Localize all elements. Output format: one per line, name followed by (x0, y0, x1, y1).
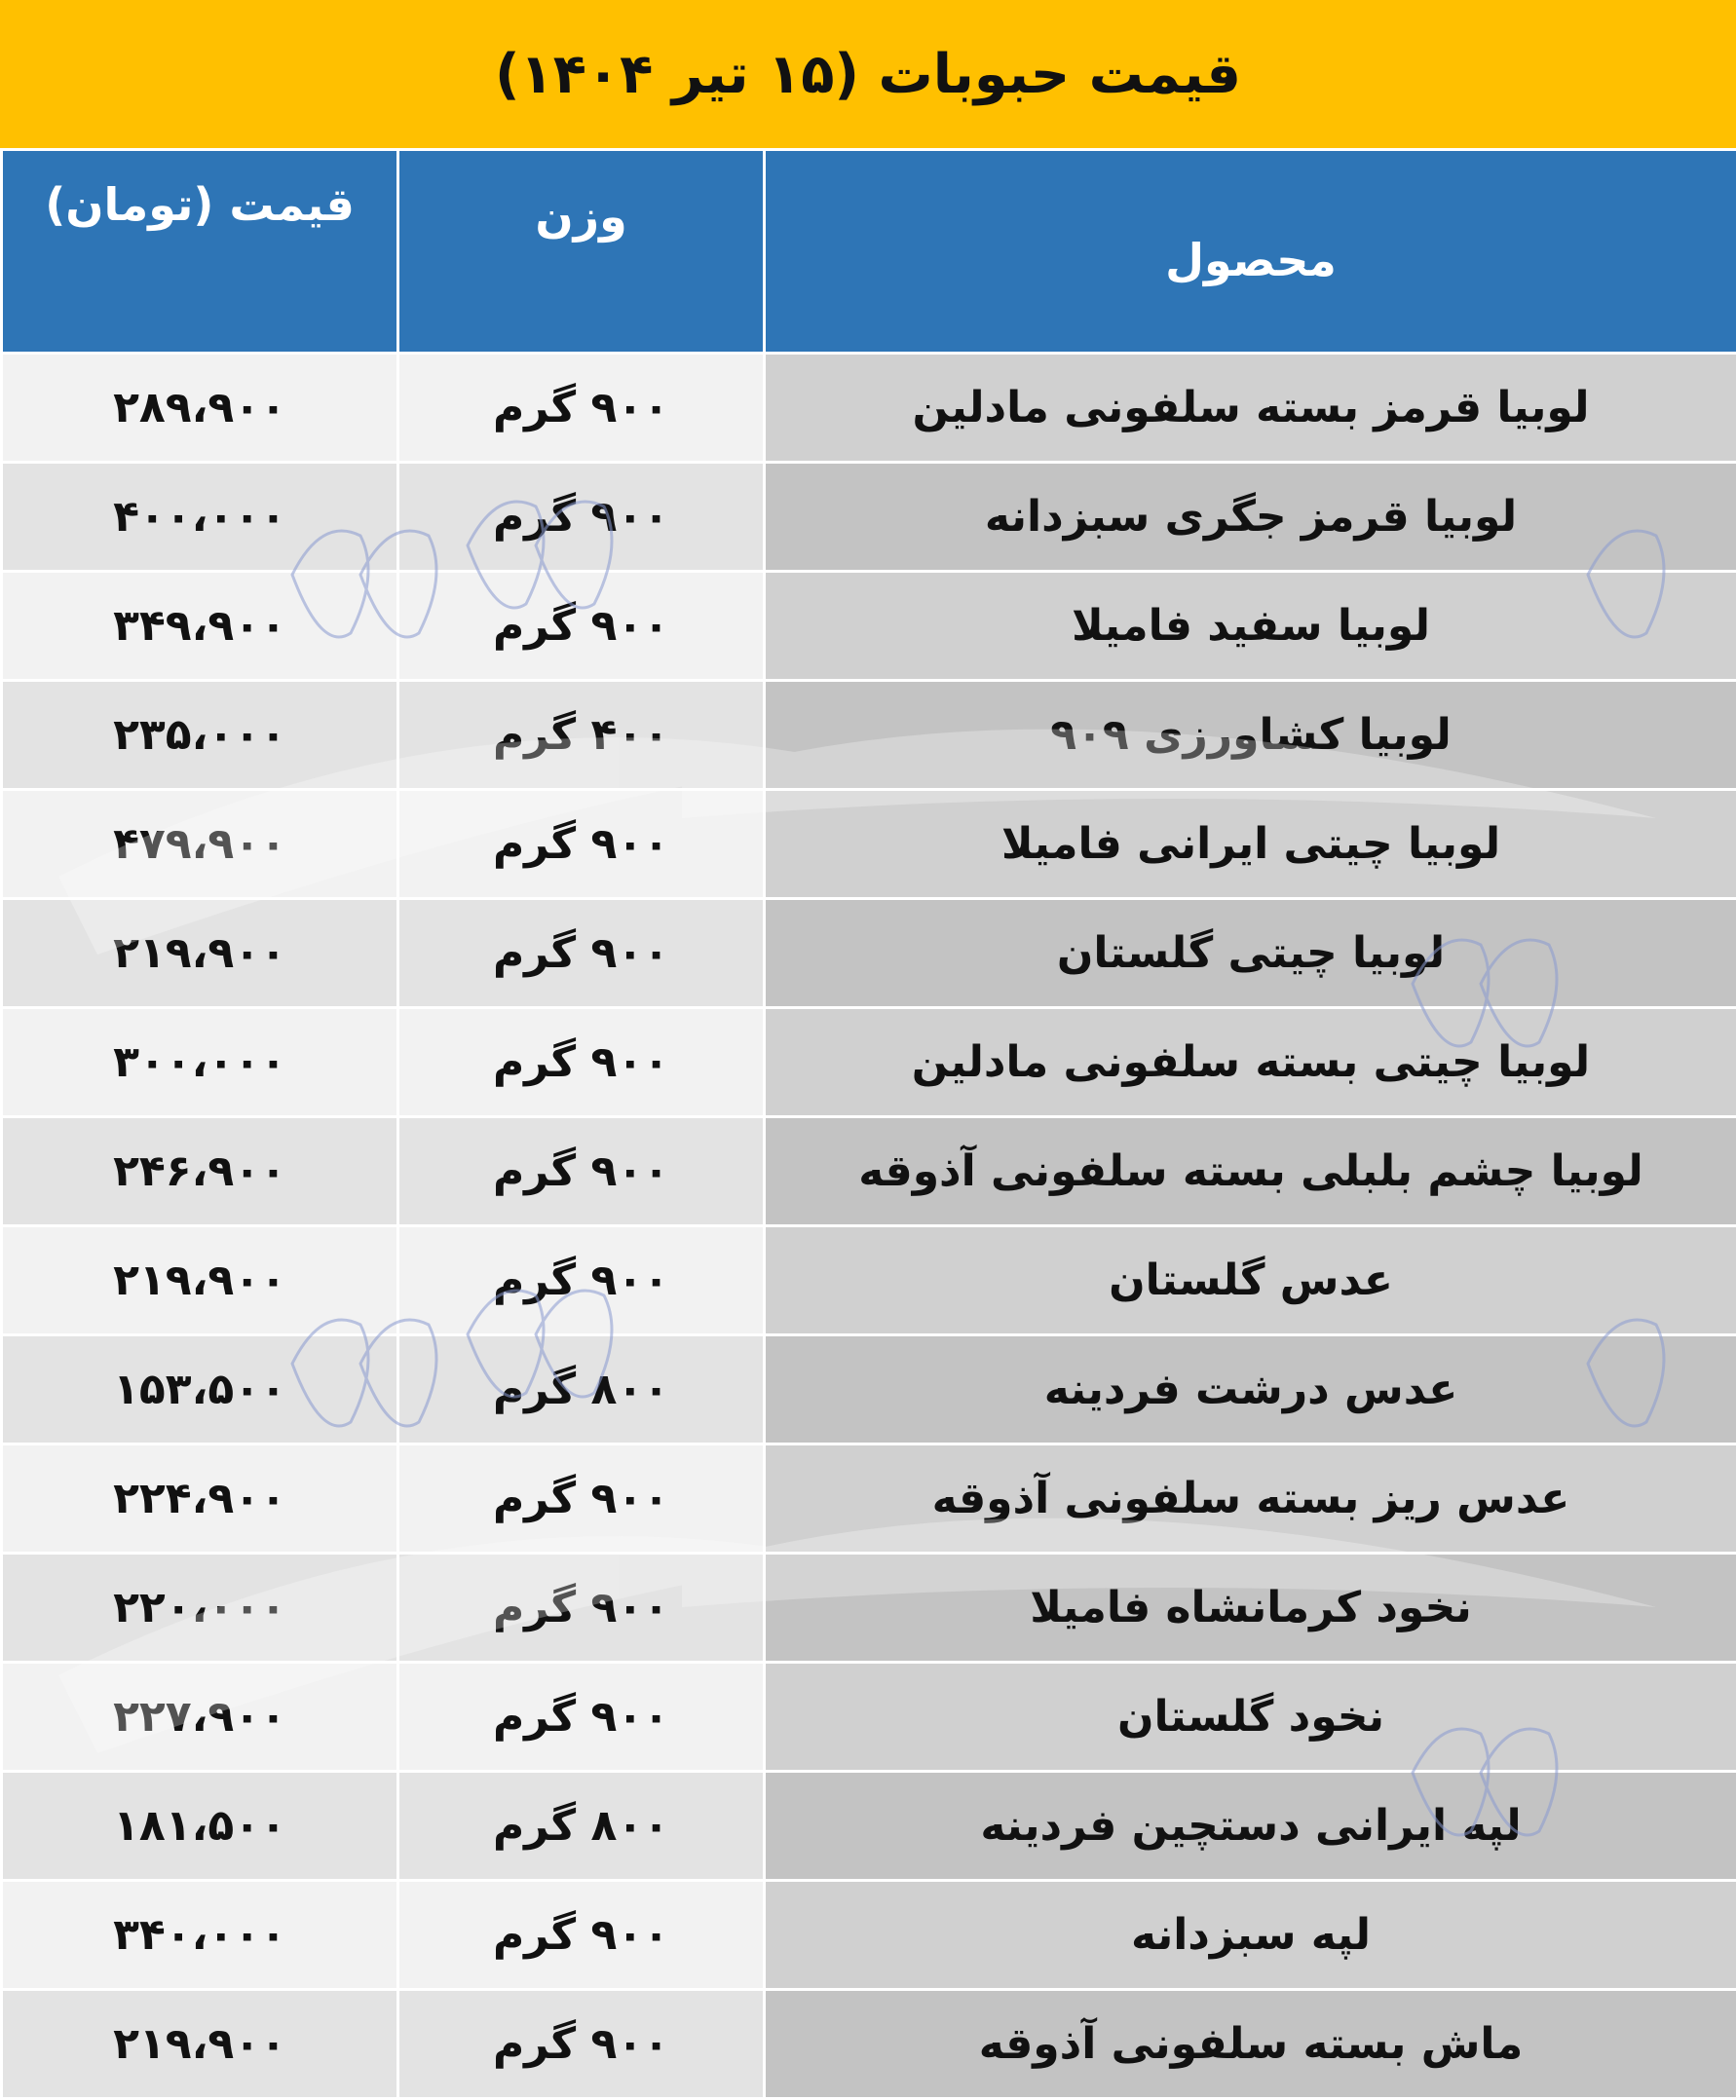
weight-cell: ۹۰۰ گرم (398, 1663, 765, 1772)
product-cell: نخود گلستان (765, 1663, 1736, 1772)
table-row (2, 1226, 1736, 1335)
price-cell: ۲۱۹،۹۰۰ (2, 1226, 398, 1335)
table-row (2, 899, 1736, 1008)
weight-cell: ۹۰۰ گرم (398, 1117, 765, 1226)
product-cell: لوبیا سفید فامیلا (765, 572, 1736, 681)
table-header-row (2, 150, 1736, 354)
table-row (2, 681, 1736, 790)
header-weight: وزن (398, 150, 765, 354)
table-row (2, 1990, 1736, 2099)
product-cell: عدس گلستان (765, 1226, 1736, 1335)
table-row (2, 1117, 1736, 1226)
title-bar (0, 0, 1736, 148)
header-product: محصول (765, 150, 1736, 354)
product-cell: لوبیا چیتی ایرانی فامیلا (765, 790, 1736, 899)
table-row (2, 1772, 1736, 1881)
product-cell: لوبیا چشم بلبلی بسته سلفونی آذوقه (765, 1117, 1736, 1226)
weight-cell: ۹۰۰ گرم (398, 1444, 765, 1554)
product-cell: لوبیا کشاورزی ۹۰۹ (765, 681, 1736, 790)
header-price: قیمت (تومان) (2, 150, 398, 354)
table-row (2, 1335, 1736, 1444)
weight-cell: ۹۰۰ گرم (398, 899, 765, 1008)
weight-cell: ۹۰۰ گرم (398, 1881, 765, 1990)
table-row (2, 1444, 1736, 1554)
weight-cell: ۹۰۰ گرم (398, 1554, 765, 1663)
product-cell: لوبیا چیتی بسته سلفونی مادلین (765, 1008, 1736, 1117)
table-row (2, 354, 1736, 463)
product-cell: لپه سبزدانه (765, 1881, 1736, 1990)
price-cell: ۲۲۰،۰۰۰ (2, 1554, 398, 1663)
product-cell: عدس ریز بسته سلفونی آذوقه (765, 1444, 1736, 1554)
weight-cell: ۹۰۰ گرم (398, 572, 765, 681)
weight-cell: ۹۰۰ گرم (398, 354, 765, 463)
price-cell: ۱۸۱،۵۰۰ (2, 1772, 398, 1881)
weight-cell: ۴۰۰ گرم (398, 681, 765, 790)
price-cell: ۳۴۹،۹۰۰ (2, 572, 398, 681)
price-cell: ۲۸۹،۹۰۰ (2, 354, 398, 463)
weight-cell: ۹۰۰ گرم (398, 1008, 765, 1117)
price-cell: ۲۱۹،۹۰۰ (2, 899, 398, 1008)
weight-cell: ۹۰۰ گرم (398, 790, 765, 899)
table-row (2, 1554, 1736, 1663)
weight-cell: ۸۰۰ گرم (398, 1335, 765, 1444)
price-cell: ۲۱۹،۹۰۰ (2, 1990, 398, 2099)
product-cell: عدس درشت فردینه (765, 1335, 1736, 1444)
price-cell: ۳۴۰،۰۰۰ (2, 1881, 398, 1990)
table-row (2, 1008, 1736, 1117)
product-cell: ماش بسته سلفونی آذوقه (765, 1990, 1736, 2099)
weight-cell: ۹۰۰ گرم (398, 1226, 765, 1335)
price-table (0, 148, 1736, 2100)
product-cell: لپه ایرانی دستچین فردینه (765, 1772, 1736, 1881)
price-cell: ۴۰۰،۰۰۰ (2, 463, 398, 572)
price-cell: ۲۴۶،۹۰۰ (2, 1117, 398, 1226)
price-cell: ۲۲۷،۹۰۰ (2, 1663, 398, 1772)
price-cell: ۴۷۹،۹۰۰ (2, 790, 398, 899)
product-cell: لوبیا قرمز بسته سلفونی مادلین (765, 354, 1736, 463)
price-cell: ۲۲۴،۹۰۰ (2, 1444, 398, 1554)
weight-cell: ۹۰۰ گرم (398, 463, 765, 572)
table-row (2, 572, 1736, 681)
table-row (2, 1663, 1736, 1772)
price-cell: ۱۵۳،۵۰۰ (2, 1335, 398, 1444)
table-row (2, 1881, 1736, 1990)
weight-cell: ۹۰۰ گرم (398, 1990, 765, 2099)
weight-cell: ۸۰۰ گرم (398, 1772, 765, 1881)
price-cell: ۲۳۵،۰۰۰ (2, 681, 398, 790)
page-title: قیمت حبوبات (۱۵ تیر ۱۴۰۴) (495, 42, 1241, 106)
price-cell: ۳۰۰،۰۰۰ (2, 1008, 398, 1117)
product-cell: لوبیا قرمز جگری سبزدانه (765, 463, 1736, 572)
table-row (2, 463, 1736, 572)
product-cell: نخود کرمانشاه فامیلا (765, 1554, 1736, 1663)
product-cell: لوبیا چیتی گلستان (765, 899, 1736, 1008)
table-row (2, 790, 1736, 899)
